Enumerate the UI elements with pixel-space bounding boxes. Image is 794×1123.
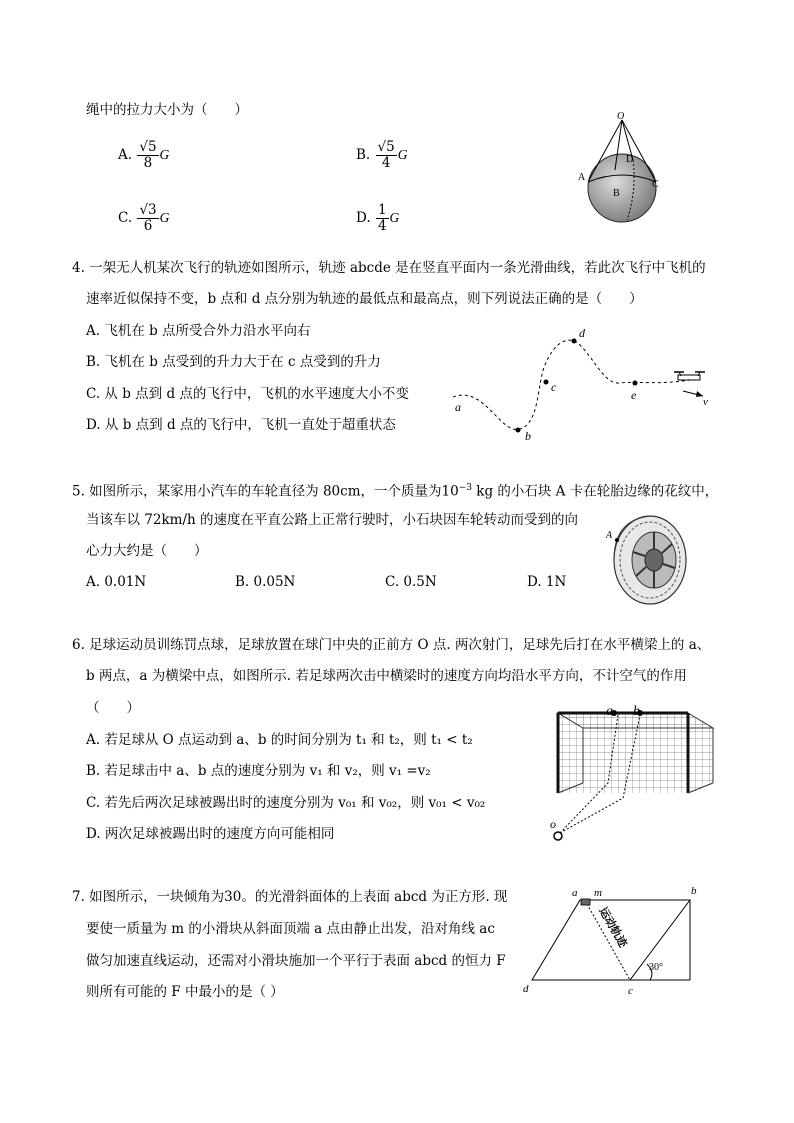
stone-a [615,538,619,542]
q6-option-d[interactable]: D. 两次足球被踢出时的速度方向可能相同 [86,826,335,842]
q4-stem-line2: 速率近似保持不变，b 点和 d 点分别为轨迹的最低点和最高点，则下列说法正确的是（ ） [86,291,643,307]
q6-goal-figure [548,703,723,845]
label-b: B [613,188,620,199]
fraction: $\frac{√3}{6}$ [139,202,157,234]
q5-stem-line1: 5. 如图所示，某家用小汽车的车轮直径为 80cm，一个质量为$10^{-3}$ kg 的小石块 A 卡在轮胎边缘的花纹中， [72,483,719,500]
label-m: m [594,887,602,899]
label-c: C [652,179,659,190]
q7-stem-line3: 做匀加速直线运动，还需对小滑块施加一个平行于表面 abcd 的恒力 F [86,953,506,969]
drone-icon [674,372,705,380]
q5-option-d[interactable]: D. 1N [527,574,567,590]
label-c: c [551,380,557,394]
point-d [572,339,577,344]
label-a: a [455,400,461,414]
label-v: v [703,396,708,408]
q4-trajectory-figure [445,325,725,445]
label-e: e [631,388,637,402]
q5-option-a[interactable]: A. 0.01N [86,574,147,590]
label-c: c [628,985,633,997]
fraction: $\frac{√5}{8}$ [139,139,157,171]
label-b: b [633,704,640,719]
track-label: 运动轨迹 [596,905,629,950]
point-b [516,428,521,433]
q4-option-a[interactable]: A. 飞机在 b 点所受合外力沿水平向右 [86,323,311,339]
q4-option-c[interactable]: C. 从 b 点到 d 点的飞行中，飞机的水平速度大小不变 [86,386,409,402]
q5-stem-line2: 当该车以 72km/h 的速度在平直公路上正常行驶时，小石块因车轮转动而受到的向 [86,512,578,528]
q7-stem-line2: 要使一质量为 m 的小滑块从斜面顶端 a 点由静止出发，沿对角线 ac [86,921,495,937]
label-d: d [523,983,529,995]
angle-label: 30° [649,962,663,973]
q7-stem-line1: 7. 如图所示，一块倾角为30。的光滑斜面体的上表面 abcd 为正方形. 现 [72,889,508,905]
q6-stem-line1: 6. 足球运动员训练罚点球，足球放置在球门中央的正前方 O 点. 两次射门，足球先后打在水平横梁上的 a、 [72,637,711,653]
label-d: d [579,326,585,340]
q3-option-b[interactable]: B. $\frac{√5}{4}$ G [356,139,408,171]
q7-incline-figure [515,880,715,1000]
q6-stem-line3: （ ） [86,700,140,716]
q6-option-a[interactable]: A. 若足球从 O 点运动到 a、b 的时间分别为 t₁ 和 t₂，则 t₁ < t₂ [86,732,473,748]
q3-option-c[interactable]: C. $\frac{√3}{6}$ G [118,202,170,234]
q4-option-d[interactable]: D. 从 b 点到 d 点的飞行中，飞机一直处于超重状态 [86,417,396,433]
label-a: A [578,172,586,183]
q3-option-a[interactable]: A. $\frac{√5}{8}$ G [118,139,170,171]
label-a: A [606,530,613,541]
q7-stem-line4: 则所有可能的 F 中最小的是（ ） [86,984,284,1000]
q3-ball-figure [575,110,665,230]
label-a: a [572,887,578,899]
fraction: $\frac{√5}{4}$ [377,139,395,171]
point-c [544,380,549,385]
q4-stem-line1: 4. 一架无人机某次飞行的轨迹如图所示，轨迹 abcde 是在竖直平面内一条光滑曲线，若此次飞行中飞机的 [72,260,706,276]
q5-stem-line3: 心力大约是（ ） [86,543,208,559]
label-a: a [606,704,613,719]
q3-stem-tail: 绳中的拉力大小为（ ） [86,102,248,118]
goal-net-icon [558,713,713,793]
label-o: o [550,817,556,831]
label-b: b [525,429,531,443]
q6-option-c[interactable]: C. 若先后两次足球被踢出时的速度分别为 v₀₁ 和 v₀₂，则 v₀₁ < v₀₂ [86,795,486,811]
point-e [633,381,638,386]
q4-option-b[interactable]: B. 飞机在 b 点受到的升力大于在 c 点受到的升力 [86,354,381,370]
label-o: O [617,111,625,122]
tire-icon [614,516,686,604]
trajectory-path [453,340,690,429]
fraction: $\frac{1}{4}$ [377,202,387,234]
arrow-head-icon [696,391,703,397]
q3-option-d[interactable]: D. $\frac{1}{4}$ G [356,202,400,234]
label-b: b [691,885,697,897]
slider-block-icon [581,899,590,905]
label-d: D [626,154,634,165]
q5-option-b[interactable]: B. 0.05N [235,574,296,590]
q5-tire-figure [596,510,691,610]
q6-stem-line2: b 两点，a 为横梁中点，如图所示. 若足球两次击中横梁时的速度方向均沿水平方向，不计空气的作用 [86,668,687,684]
q5-option-c[interactable]: C. 0.5N [385,574,437,590]
q6-option-b[interactable]: B. 若足球击中 a、b 点的速度分别为 v₁ 和 v₂，则 v₁ =v₂ [86,763,431,779]
football-icon [554,832,562,840]
